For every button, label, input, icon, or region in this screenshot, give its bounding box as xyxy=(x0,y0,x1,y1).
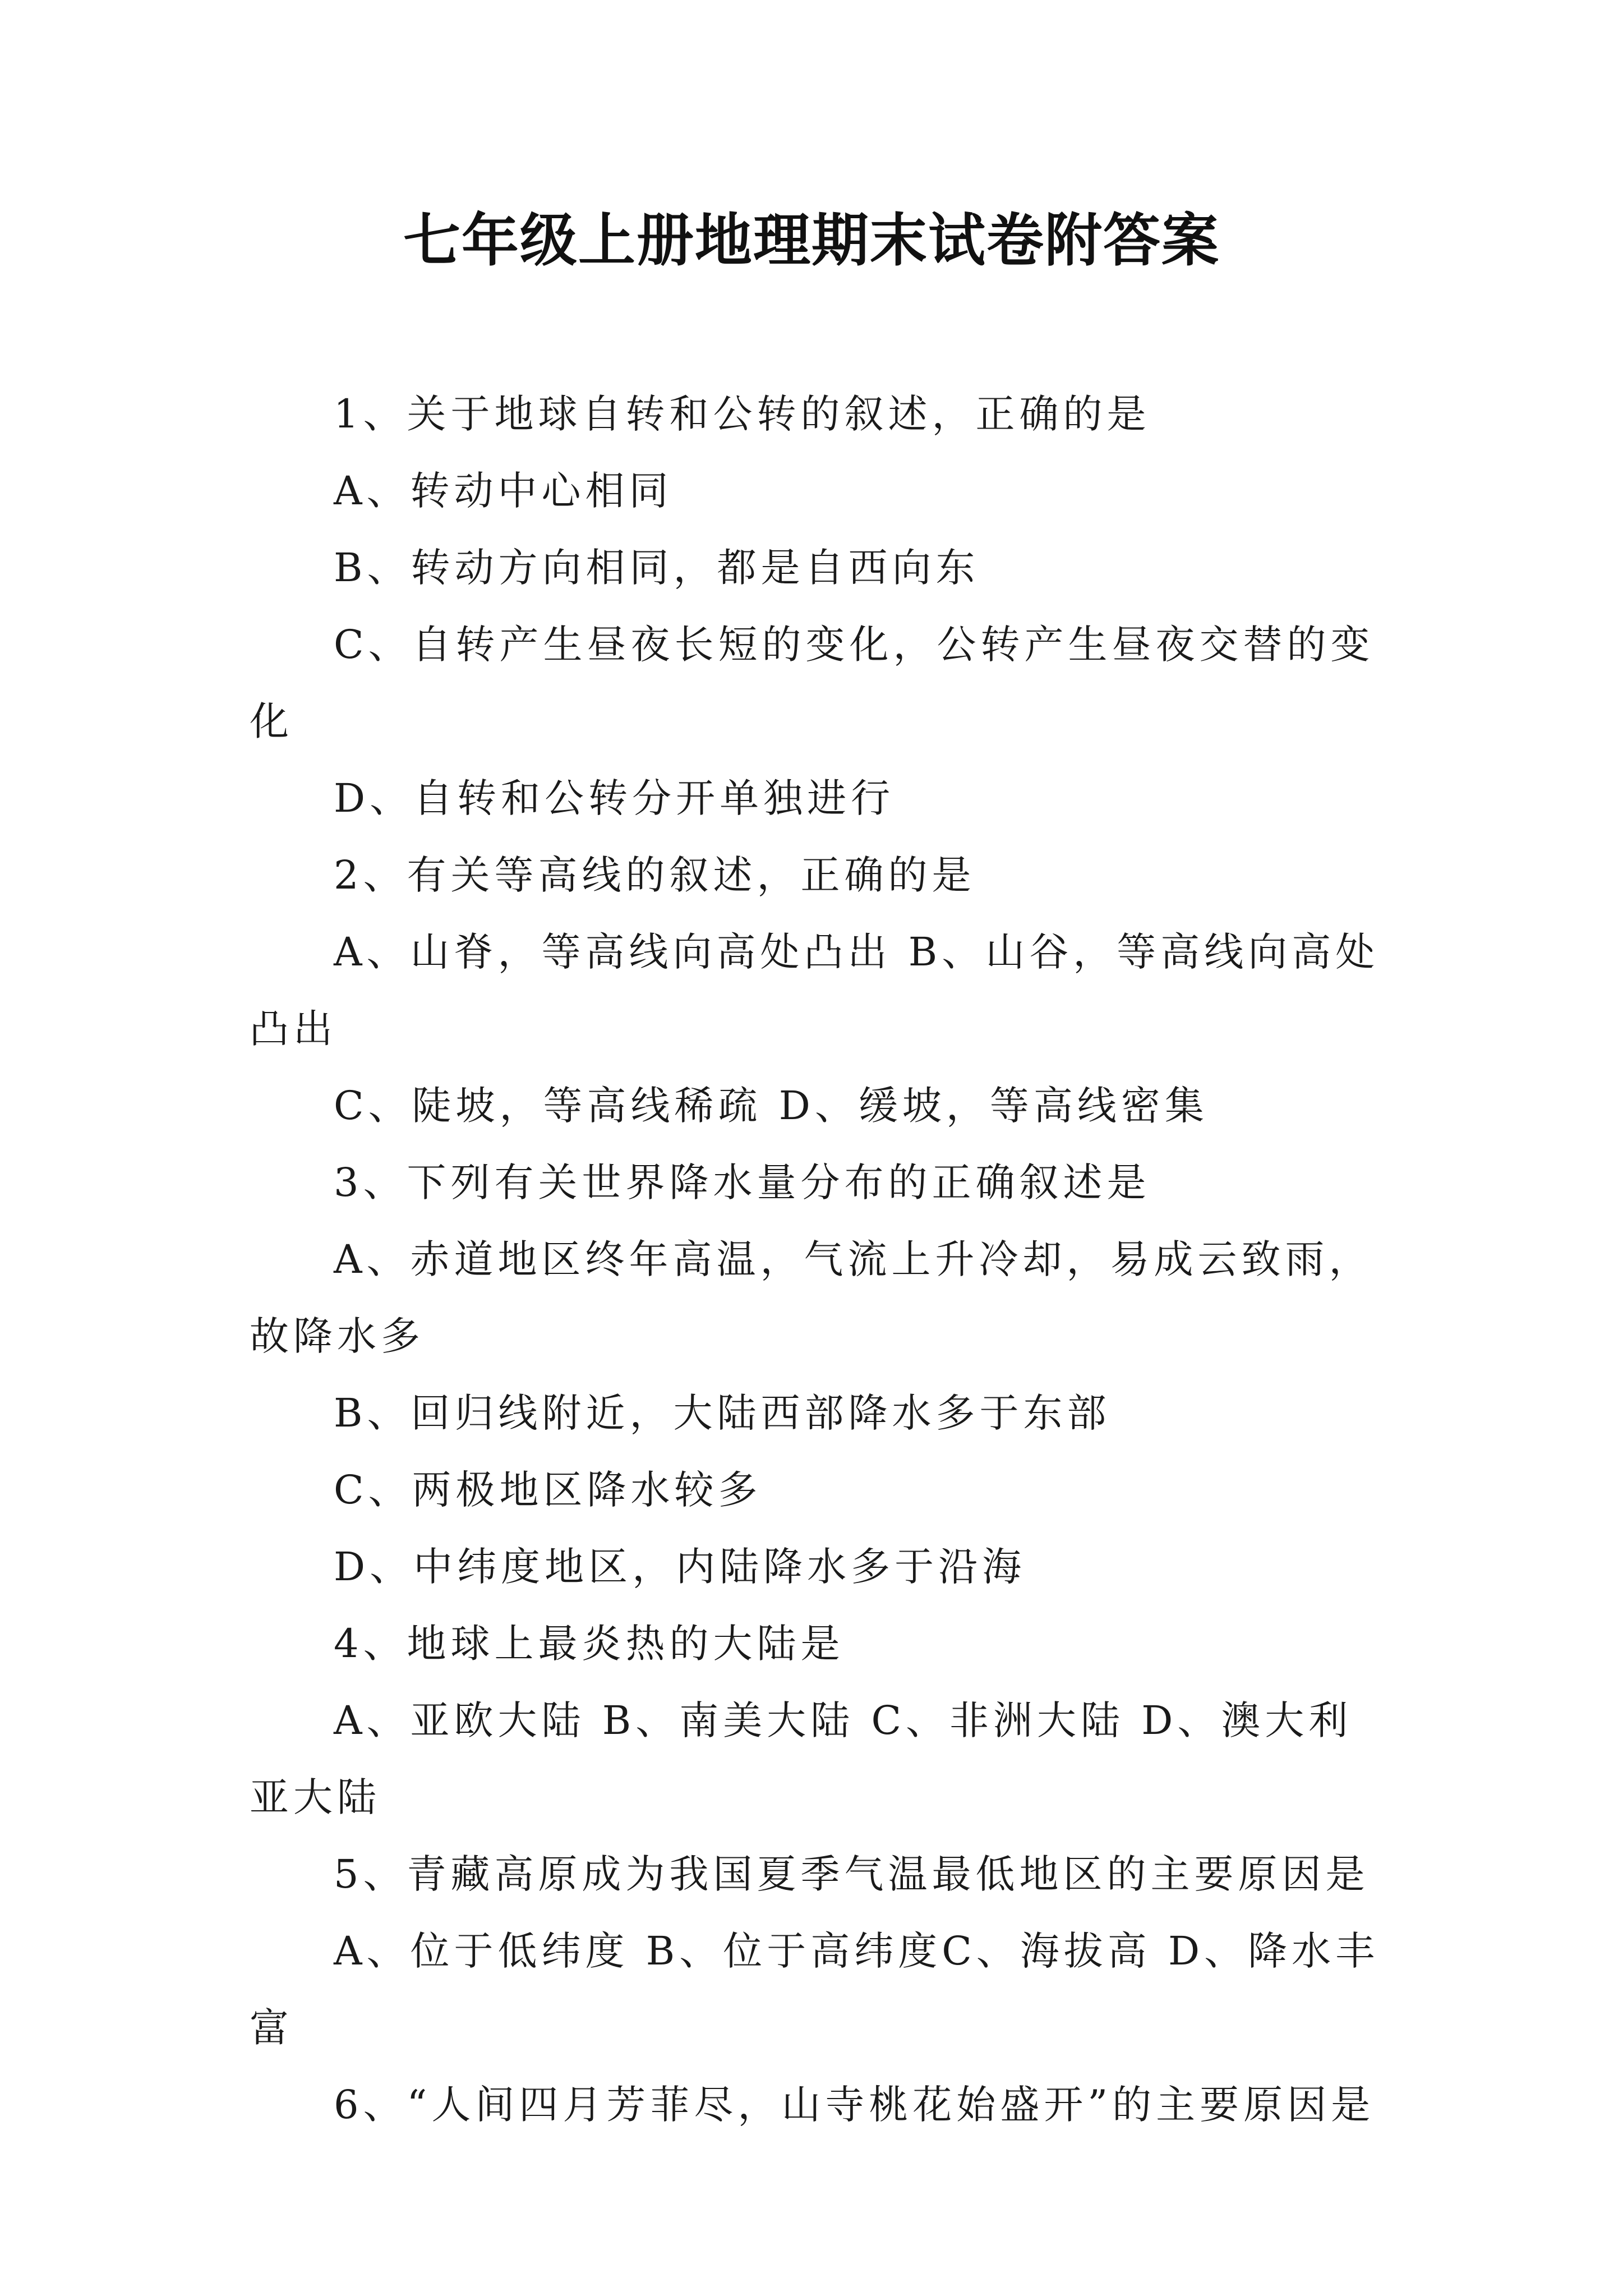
question-4: 4、地球上最炎热的大陆是 xyxy=(334,1621,845,1667)
question-5-options: A、位于低纬度 B、位于高纬度C、海拔高 D、降水丰富 xyxy=(250,1928,1380,2051)
question-1-option-c: C、自转产生昼夜长短的变化，公转产生昼夜交替的变化 xyxy=(250,622,1375,744)
document-body xyxy=(250,376,1382,2143)
question-3-option-a: A、赤道地区终年高温，气流上升冷却，易成云致雨，故降水多 xyxy=(250,1236,1373,1359)
question-5: 5、青藏高原成为我国夏季气温最低地区的主要原因是 xyxy=(334,1851,1370,1897)
question-1: 1、关于地球自转和公转的叙述，正确的是 xyxy=(334,391,1151,437)
question-1-option-b: B、转动方向相同，都是自西向东 xyxy=(334,545,980,591)
question-3: 3、下列有关世界降水量分布的正确叙述是 xyxy=(334,1159,1151,1205)
question-6: 6、“人间四月芳菲尽，山寺桃花始盛开”的主要原因是 xyxy=(334,2082,1375,2128)
question-3-option-b: B、回归线附近，大陆西部降水多于东部 xyxy=(334,1390,1111,1436)
question-4-options: A、亚欧大陆 B、南美大陆 C、非洲大陆 D、澳大利亚大陆 xyxy=(250,1697,1353,1820)
question-3-option-c: C、两极地区降水较多 xyxy=(334,1467,762,1513)
question-2: 2、有关等高线的叙述，正确的是 xyxy=(334,852,976,898)
question-3-option-d: D、中纬度地区，内陆降水多于沿海 xyxy=(334,1544,1026,1590)
question-1-option-d: D、自转和公转分开单独进行 xyxy=(334,775,895,821)
question-2-options-cd: C、陡坡，等高线稀疏 D、缓坡，等高线密集 xyxy=(334,1083,1209,1129)
question-2-options-ab: A、山脊，等高线向高处凸出 B、山谷，等高线向高处凸出 xyxy=(250,929,1380,1052)
document-title: 七年级上册地理期末试卷附答案 xyxy=(403,208,1220,274)
question-1-option-a: A、转动中心相同 xyxy=(334,468,673,514)
